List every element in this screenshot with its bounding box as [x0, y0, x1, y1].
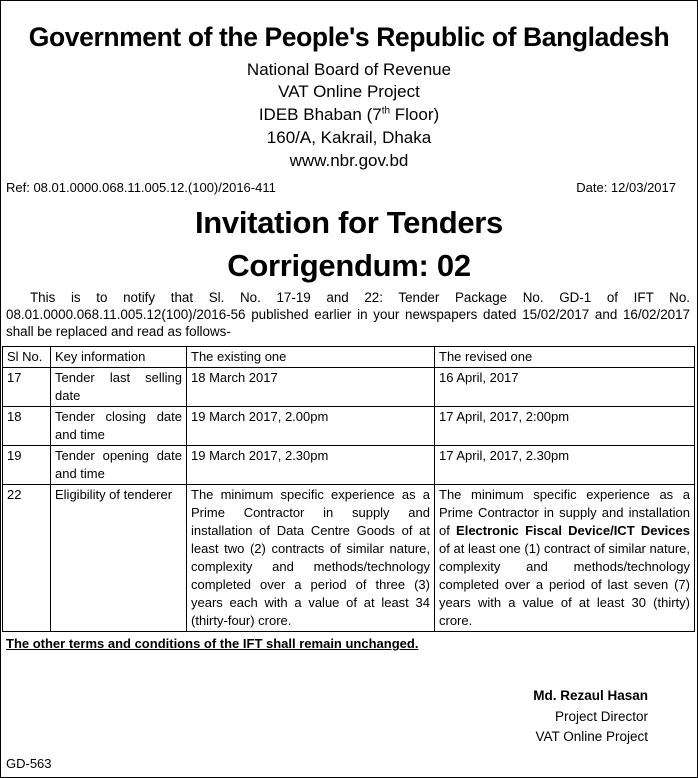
revised-cell: 16 April, 2017	[435, 368, 695, 407]
website: www.nbr.gov.bd	[289, 151, 409, 170]
table-row	[3, 485, 695, 632]
invitation-heading: Invitation for Tenders	[194, 205, 504, 240]
other-terms-note: The other terms and conditions of the IFT shall remain unchanged.	[6, 636, 419, 651]
existing-cell: 18 March 2017	[187, 368, 435, 407]
existing-cell: 19 March 2017, 2.00pm	[187, 407, 435, 446]
serial-cell: 17	[3, 368, 51, 407]
signatory-office: VAT Online Project	[535, 729, 648, 744]
notice-paragraph: This is to notify that Sl. No. 17-19 and 22: Tender Package No. GD-1 of IFT No. 08.01.0000.068.11.005.12(100)/2016-56 published earlier in your newspapers dated 15/02/2017 and 16/02/2017 shall be replaced and read as follows-	[6, 290, 690, 339]
column-header: Key information	[51, 347, 187, 368]
serial-cell: 19	[3, 446, 51, 485]
serial-cell: 18	[3, 407, 51, 446]
key-info-cell: Tender last selling date	[51, 368, 187, 407]
serial-cell: 22	[3, 485, 51, 632]
building-text: IDEB Bhaban (7	[258, 105, 382, 124]
revised-text-end: of at least one (1) contract of similar nature, complexity and methods/technology completed over a period of last seven (7) years with a value of at least 30 (thirty) crore.	[439, 541, 690, 628]
corrigendum-heading: Corrigendum: 02	[227, 248, 471, 283]
revised-cell: 17 April, 2017, 2.30pm	[435, 446, 695, 485]
table-row	[3, 446, 695, 485]
existing-cell: The minimum specific experience as a Prime Contractor in supply and installation of Data Centre Goods of at least two (2) contracts of similar nature, complexity and methods/technology completed over a period of three (3) years each with a value of at least 34 (thirty-four) crore.	[187, 485, 435, 632]
revised-cell	[435, 485, 695, 632]
key-info-cell: Eligibility of tenderer	[51, 485, 187, 632]
column-header: Sl No.	[3, 347, 51, 368]
government-title: Government of the People's Republic of Bangladesh	[28, 22, 670, 52]
revised-cell: 17 April, 2017, 2:00pm	[435, 407, 695, 446]
revised-bold-text: Electronic Fiscal Device/ICT Devices	[456, 523, 690, 538]
street-address: 160/A, Kakrail, Dhaka	[266, 128, 432, 147]
revised-text-start: The minimum specific experience as a Prime Contractor in supply and installation of	[439, 487, 690, 538]
key-info-cell: Tender opening date and time	[51, 446, 187, 485]
column-header: The revised one	[435, 347, 695, 368]
project-name: VAT Online Project	[278, 82, 420, 101]
table-row	[3, 407, 695, 446]
notice-date: Date: 12/03/2017	[576, 180, 676, 195]
signatory-name: Md. Rezaul Hasan	[533, 688, 648, 703]
table-header-row	[3, 347, 695, 368]
key-info-cell: Tender closing date and time	[51, 407, 187, 446]
signatory-title: Project Director	[554, 709, 648, 724]
gd-number: GD-563	[6, 756, 52, 771]
existing-cell: 19 March 2017, 2.30pm	[187, 446, 435, 485]
building-text-end: Floor)	[390, 105, 440, 124]
corrigendum-table	[2, 346, 695, 632]
floor-ordinal: th	[381, 105, 391, 117]
reference-number: Ref: 08.01.0000.068.11.005.12.(100)/2016-411	[6, 180, 276, 195]
org-name: National Board of Revenue	[246, 60, 452, 79]
table-row	[3, 368, 695, 407]
column-header: The existing one	[187, 347, 435, 368]
building-address	[0, 105, 698, 125]
